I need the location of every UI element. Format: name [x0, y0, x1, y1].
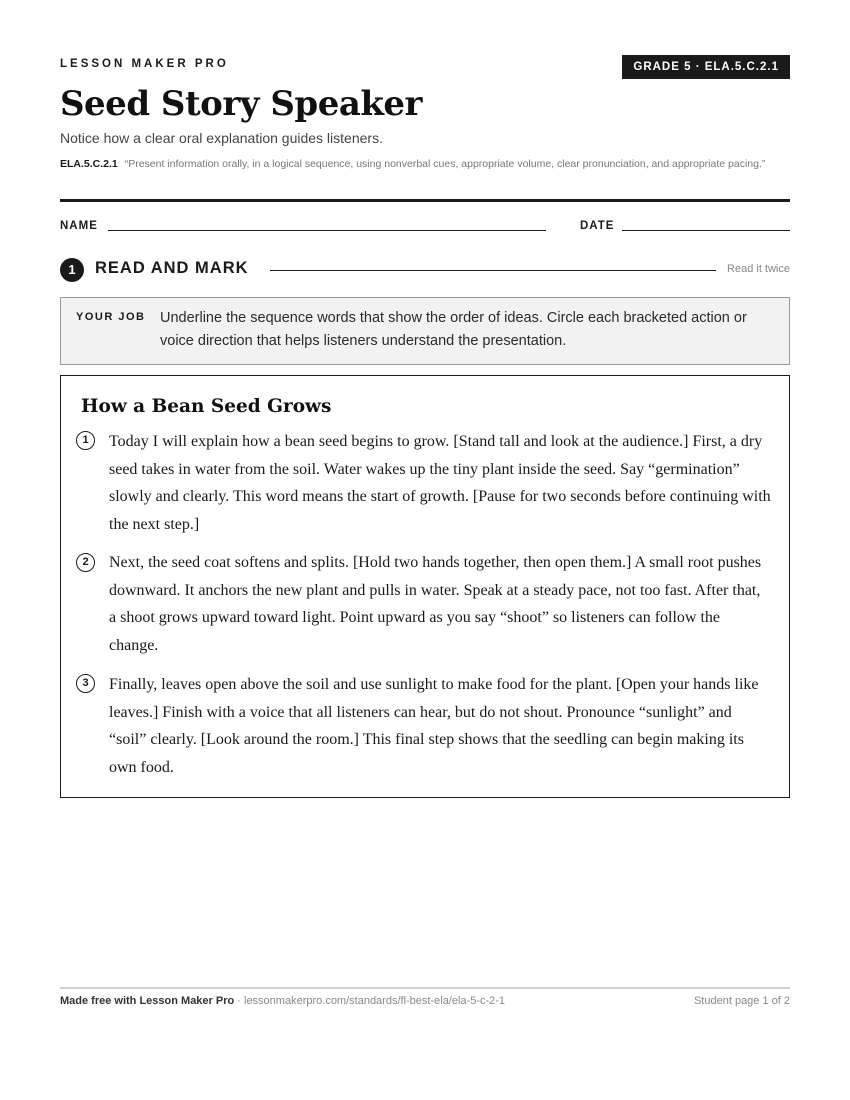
paragraph-number-1: 1 [76, 431, 95, 450]
instructions-label: YOUR JOB [76, 311, 146, 323]
footer-url[interactable]: lessonmakerpro.com/standards/fl-best-ela/ela-5-c-2-1 [244, 995, 506, 1007]
standard-text: “Present information orally, in a logical sequence, using nonverbal cues, appropriate volume, clear pronunciation, and appropriate pacing.” [124, 158, 766, 170]
passage-paragraph-3: Finally, leaves open above the soil and use sunlight to make food for the plant. [Open your hands like leaves.] Finish with a voice that all listeners can hear, but do not shout. Pronounce “sunlight” and “soil” clearly. [Look around the room.] This final step shows that the seedling can begin making its own food. [109, 676, 759, 776]
instructions-box [60, 297, 790, 365]
date-label: DATE [580, 220, 615, 232]
section-note: Read it twice [727, 263, 790, 275]
paragraph-number-2: 2 [76, 553, 95, 572]
brand-name: LESSON MAKER PRO [60, 58, 229, 70]
footer-separator: · [234, 995, 244, 1007]
standard-description [60, 156, 790, 172]
instructions-text: Underline the sequence words that show the order of ideas. Circle each bracketed action or voice direction that helps listeners understand the presentation. [160, 310, 747, 349]
passage-paragraph-1: Today I will explain how a bean seed begins to grow. [Stand tall and look at the audience.] First, a dry seed takes in water from the soil. Water wakes up the tiny plant inside the seed. Say “germination” slowly and clearly. This word means the start of growth. [Pause for two seconds before continuing with the next step.] [109, 433, 771, 533]
section-divider [270, 270, 716, 271]
footer-made-with: Made free with Lesson Maker Pro [60, 995, 235, 1007]
header-divider [60, 199, 790, 202]
reading-passage [60, 375, 790, 798]
page-title: Seed Story Speaker [60, 84, 422, 124]
name-field[interactable] [108, 230, 546, 231]
footer-credit [60, 995, 505, 1007]
grade-badge: GRADE 5 · ELA.5.C.2.1 [622, 55, 790, 79]
worksheet-page [60, 0, 790, 1100]
footer-divider [60, 987, 790, 989]
standard-code: ELA.5.C.2.1 [60, 158, 118, 170]
name-label: NAME [60, 220, 98, 232]
date-field[interactable] [622, 230, 790, 231]
section-title: READ AND MARK [95, 259, 249, 277]
section-number-badge: 1 [60, 258, 84, 282]
passage-paragraph-2: Next, the seed coat softens and splits. [Hold two hands together, then open them.] A small root pushes downward. It anchors the new plant and pulls in water. Speak at a steady pace, not too fast. After that, a shoot grows upward toward light. Point upward as you say “shoot” so listeners can follow the change. [109, 554, 762, 654]
page-subtitle: Notice how a clear oral explanation guides listeners. [60, 130, 383, 146]
paragraph-number-3: 3 [76, 674, 95, 693]
passage-title: How a Bean Seed Grows [81, 396, 332, 417]
footer-page-number: Student page 1 of 2 [693, 995, 790, 1007]
